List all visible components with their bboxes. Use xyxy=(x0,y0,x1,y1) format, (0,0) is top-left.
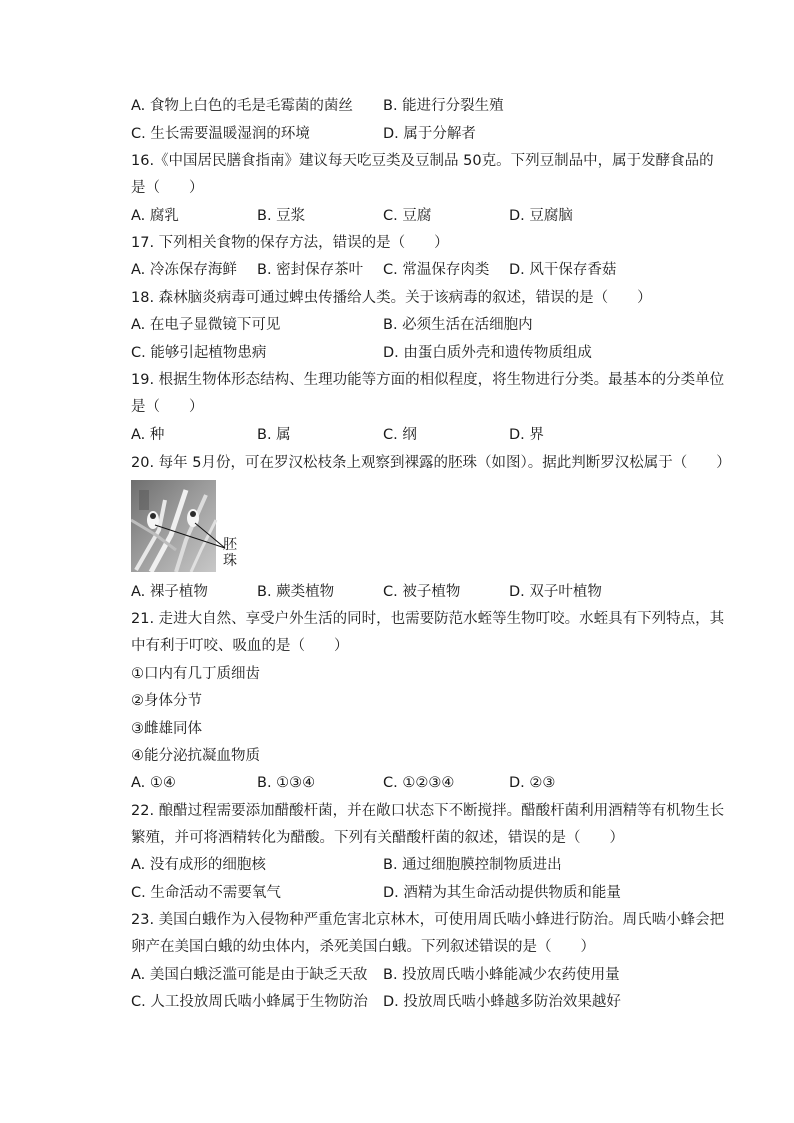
q23-option-b: B. 投放周氏啮小蜂能减少农药使用量 xyxy=(383,967,620,983)
q20-option-d: D. 双子叶植物 xyxy=(509,584,602,600)
q16-option-b: B. 豆浆 xyxy=(257,208,306,224)
q23-option-d: D. 投放周氏啮小蜂越多防治效果越好 xyxy=(383,994,621,1010)
q21-item-4: ④能分泌抗凝血物质 xyxy=(131,748,260,764)
q18-option-b: B. 必须生活在活细胞内 xyxy=(383,317,533,333)
q19-stem-line1: 19. 根据生物体形态结构、生理功能等方面的相似程度，将生物进行分类。最基本的分类单位 xyxy=(131,372,725,388)
q18-option-c: C. 能够引起植物患病 xyxy=(131,345,267,361)
q16-stem-line2: 是（ ） xyxy=(131,180,204,196)
q16-option-d: D. 豆腐脑 xyxy=(509,208,573,224)
q17-option-b: B. 密封保存茶叶 xyxy=(257,262,364,278)
q21-option-d: D. ②③ xyxy=(509,775,556,791)
q20-option-a: A. 裸子植物 xyxy=(131,584,208,600)
q22-option-a: A. 没有成形的细胞核 xyxy=(131,857,266,873)
q17-option-a: A. 冷冻保存海鲜 xyxy=(131,262,237,278)
q22-stem-line1: 22. 酿醋过程需要添加醋酸杆菌，并在敞口状态下不断搅拌。醋酸杆菌利用酒精等有机物生长 xyxy=(131,803,725,819)
q21-option-c: C. ①②③④ xyxy=(383,775,455,791)
q15-option-a: A. 食物上白色的毛是毛霉菌的菌丝 xyxy=(131,98,353,114)
q18-stem: 18. 森林脑炎病毒可通过蜱虫传播给人类。关于该病毒的叙述，错误的是（ ） xyxy=(131,290,652,306)
q19-stem-line2: 是（ ） xyxy=(131,399,204,415)
q15-option-c: C. 生长需要温暖湿润的环境 xyxy=(131,126,310,142)
q21-stem-line2: 中有利于叮咬、吸血的是（ ） xyxy=(131,638,349,654)
q16-stem-line1: 16.《中国居民膳食指南》建议每天吃豆类及豆制品 50克。下列豆制品中，属于发酵食品的 xyxy=(131,153,714,169)
q22-stem-line2: 繁殖，并可将酒精转化为醋酸。下列有关醋酸杆菌的叙述，错误的是（ ） xyxy=(131,830,624,846)
q15-option-b: B. 能进行分裂生殖 xyxy=(383,98,504,114)
q19-option-a: A. 种 xyxy=(131,427,165,443)
q18-option-d: D. 由蛋白质外壳和遗传物质组成 xyxy=(383,345,592,361)
q22-option-d: D. 酒精为其生命活动提供物质和能量 xyxy=(383,885,621,901)
q21-option-a: A. ①④ xyxy=(131,775,176,791)
q21-stem-line1: 21. 走进大自然、享受户外生活的同时，也需要防范水蛭等生物叮咬。水蛭具有下列特点，其 xyxy=(131,611,725,627)
q19-option-c: C. 纲 xyxy=(383,427,417,443)
q20-option-c: C. 被子植物 xyxy=(383,584,461,600)
q22-option-b: B. 通过细胞膜控制物质进出 xyxy=(383,857,562,873)
q19-option-d: D. 界 xyxy=(509,427,544,443)
q17-stem: 17. 下列相关食物的保存方法，错误的是（ ） xyxy=(131,235,449,251)
figure-label-line1: 胚 xyxy=(223,537,237,553)
q23-option-a: A. 美国白蛾泛滥可能是由于缺乏天敌 xyxy=(131,967,368,983)
ovule-figure xyxy=(131,480,239,572)
q15-option-d: D. 属于分解者 xyxy=(383,126,476,142)
q20-option-b: B. 蕨类植物 xyxy=(257,584,335,600)
q17-option-d: D. 风干保存香菇 xyxy=(509,262,617,278)
q16-option-c: C. 豆腐 xyxy=(383,208,432,224)
q21-item-2: ②身体分节 xyxy=(131,693,202,709)
q21-item-3: ③雌雄同体 xyxy=(131,721,202,737)
q19-option-b: B. 属 xyxy=(257,427,291,443)
q23-option-c: C. 人工投放周氏啮小蜂属于生物防治 xyxy=(131,994,368,1010)
q22-option-c: C. 生命活动不需要氧气 xyxy=(131,885,281,901)
q21-item-1: ①口内有几丁质细齿 xyxy=(131,666,260,682)
q18-option-a: A. 在电子显微镜下可见 xyxy=(131,317,281,333)
q23-stem-line1: 23. 美国白蛾作为入侵物种严重危害北京林木，可使用周氏啮小蜂进行防治。周氏啮小蜂会把 xyxy=(131,912,725,928)
q20-stem: 20. 每年 5月份，可在罗汉松枝条上观察到裸露的胚珠（如图）。据此判断罗汉松属于（ ） xyxy=(131,455,731,471)
q21-option-b: B. ①③④ xyxy=(257,775,316,791)
q17-option-c: C. 常温保存肉类 xyxy=(383,262,490,278)
q23-stem-line2: 卵产在美国白蛾的幼虫体内，杀死美国白蛾。下列叙述错误的是（ ） xyxy=(131,939,595,955)
figure-label-line2: 珠 xyxy=(223,553,237,569)
q16-option-a: A. 腐乳 xyxy=(131,208,179,224)
